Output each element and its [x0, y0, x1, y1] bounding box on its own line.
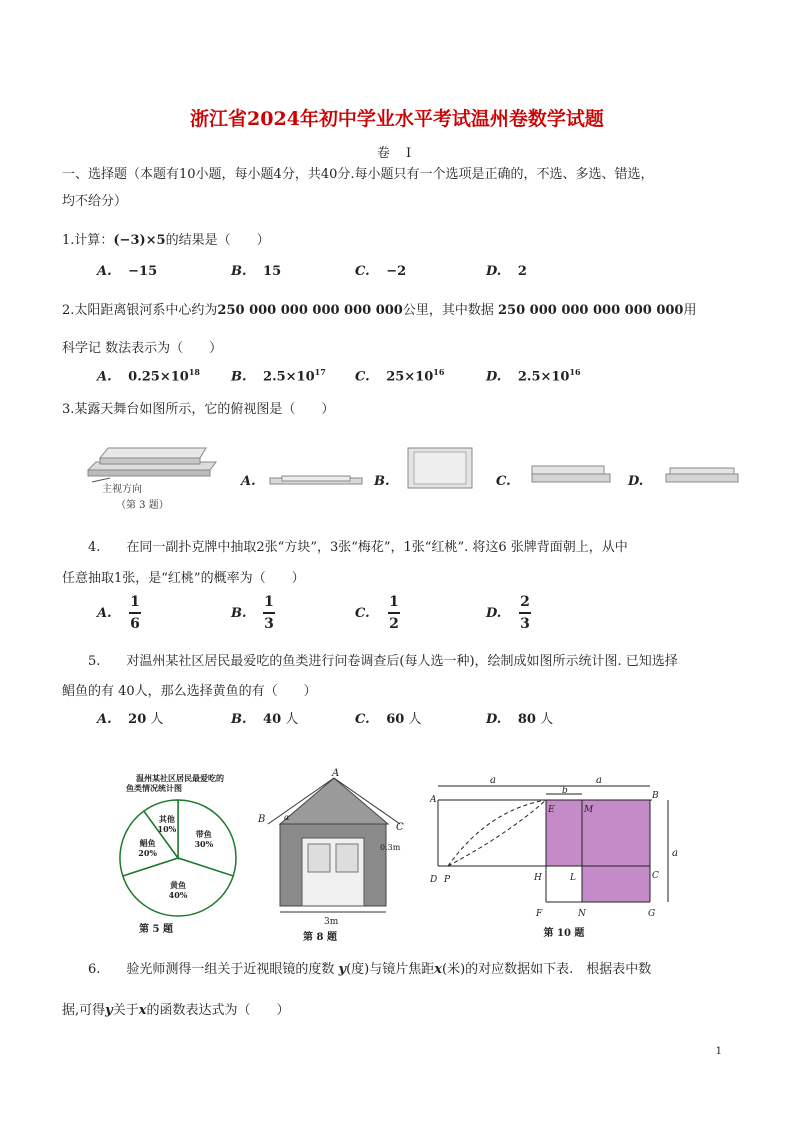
- q3-option-a-figure[interactable]: [268, 474, 368, 490]
- q3-option-b-letter[interactable]: B.: [374, 474, 390, 489]
- section-instruction-line2: 均不给分）: [62, 194, 128, 209]
- q4-option-a-fraction[interactable]: [128, 594, 142, 632]
- label-a: A: [332, 768, 340, 779]
- stage-upper-top: [100, 448, 206, 458]
- pie-slice-name: 黄鱼: [170, 879, 186, 890]
- question-6-line1: [88, 962, 651, 978]
- page-number: 1: [715, 1046, 722, 1057]
- q2-option-d[interactable]: [486, 367, 581, 384]
- option-value: 25×10: [386, 369, 434, 385]
- fig5-caption: 第 5 题: [139, 924, 173, 935]
- option-unit: 人: [150, 712, 164, 727]
- q1-suffix: 的结果是（ ）: [165, 233, 270, 248]
- label-height: 0.3m: [380, 843, 401, 852]
- q3-figure-caption: （第 3 题）: [116, 500, 169, 511]
- label-width: 3m: [324, 917, 339, 927]
- q2-option-c[interactable]: [355, 367, 444, 384]
- q4-option-c-letter[interactable]: C.: [355, 606, 370, 621]
- pie-slice-percent: 30%: [194, 839, 214, 850]
- option-c-rect-top: [532, 466, 604, 474]
- q4-option-d-fraction[interactable]: [518, 594, 532, 632]
- option-value: 15: [263, 264, 282, 279]
- q1-option-b[interactable]: [231, 264, 281, 279]
- fig10-geometry-figure: [428, 770, 686, 942]
- pie-slice-percent: 20%: [138, 848, 158, 859]
- q2-suffix: 用: [683, 303, 697, 318]
- option-value: 40: [263, 712, 282, 727]
- q2-number-2: 250 000 000 000 000 000: [498, 303, 684, 318]
- option-letter: B.: [231, 712, 247, 727]
- q1-option-a[interactable]: [97, 264, 157, 279]
- question-1: [62, 233, 270, 249]
- volume-label: 卷 I: [376, 146, 418, 161]
- q6-line2-var-y: y: [105, 1003, 113, 1018]
- q4-option-b-letter[interactable]: B.: [231, 606, 247, 621]
- fig8-house-figure: [258, 766, 418, 944]
- stage-front: [88, 470, 210, 476]
- option-unit: 人: [285, 712, 299, 727]
- q4-option-b-fraction[interactable]: [262, 594, 276, 632]
- q2-mid: 公里，其中数据: [402, 303, 494, 318]
- shaded-region-right: [582, 866, 650, 902]
- q1-prefix: 1.计算：: [62, 233, 114, 248]
- q2-prefix: 2.太阳距离银河系中心约为: [62, 303, 218, 318]
- label-point-l: L: [570, 873, 576, 883]
- fraction-numerator: 1: [389, 594, 399, 610]
- q3-option-d-figure[interactable]: [664, 464, 740, 486]
- q1-option-c[interactable]: [355, 264, 406, 279]
- option-exponent: 16: [569, 367, 581, 377]
- option-letter: A.: [97, 369, 112, 385]
- q3-option-b-figure[interactable]: [406, 446, 476, 492]
- option-value: 20: [128, 712, 147, 727]
- option-value: 2: [517, 264, 527, 279]
- question-5-line2: 鲳鱼的有 40人，那么选择黄鱼的有（ ）: [62, 684, 317, 699]
- option-letter: C.: [355, 369, 370, 385]
- option-letter: A.: [97, 712, 112, 727]
- pie-slices: [120, 800, 236, 916]
- q6-prefix: 6. 验光师测得一组关于近视眼镜的度数: [88, 962, 339, 977]
- fraction-denominator: 3: [264, 615, 274, 632]
- question-3: 3.某露天舞台如图所示，它的俯视图是（ ）: [62, 402, 335, 417]
- option-b-rect-inner: [414, 452, 466, 484]
- q6-line2-suffix: 的函数表达式为（ ）: [146, 1003, 290, 1018]
- question-2-line1: [62, 303, 696, 319]
- q3-option-c-letter[interactable]: C.: [496, 474, 511, 489]
- option-value: −2: [386, 264, 407, 279]
- q5-option-d[interactable]: [486, 708, 553, 727]
- q4-option-c-fraction[interactable]: [387, 594, 401, 632]
- unshaded-square: [546, 866, 582, 902]
- question-5-line1: 5. 对温州某社区居民最爱吃的鱼类进行问卷调查后(每人选一种)，绘制成如图所示统计图. 已知选择: [88, 654, 678, 669]
- label-a-right: a: [672, 848, 678, 859]
- option-letter: D.: [486, 369, 502, 385]
- fraction-numerator: 1: [130, 594, 140, 610]
- q3-stage-figure: [80, 432, 220, 514]
- fraction-denominator: 3: [520, 615, 530, 632]
- section-instruction-line1: 一、选择题（本题有10小题，每小题4分，共40分.每小题只有一个选项是正确的，不选、多选、错选，: [62, 167, 654, 182]
- pie-slice-percent: 10%: [157, 823, 177, 834]
- label-a-top-right: a: [596, 775, 602, 786]
- q6-line2-mid: 关于: [112, 1003, 139, 1018]
- label-point-f: F: [536, 909, 543, 919]
- option-value: 60: [386, 712, 405, 727]
- label-point-h: H: [534, 873, 542, 883]
- label-point-a: A: [430, 795, 437, 805]
- q4-option-a-letter[interactable]: A.: [97, 606, 112, 621]
- door-panel-left: [308, 844, 330, 872]
- q6-suffix: (米)的对应数据如下表. 根据表中数: [442, 962, 652, 977]
- option-a-rect-inner: [282, 476, 350, 481]
- q6-line2-prefix: 据,可得: [62, 1003, 106, 1018]
- pie-slice-name: 鲳鱼: [139, 838, 156, 849]
- dashed-arc-inner: [448, 800, 546, 866]
- fig5-title-line2: 鱼类情况统计图: [126, 783, 182, 793]
- q5-option-c[interactable]: [355, 708, 421, 727]
- pie-slice-percent: 40%: [168, 889, 188, 900]
- option-letter: C.: [355, 264, 370, 279]
- door-panel-right: [336, 844, 358, 872]
- pie-slice-name: 带鱼: [195, 829, 212, 840]
- option-exponent: 18: [188, 367, 200, 377]
- label-c: C: [396, 822, 404, 833]
- option-unit: 人: [408, 712, 422, 727]
- option-value: −15: [128, 264, 158, 279]
- q3-option-c-figure[interactable]: [530, 464, 612, 486]
- q5-option-a[interactable]: [97, 708, 163, 727]
- q1-expression: (−3)×5: [113, 233, 166, 248]
- view-direction-arrow: [92, 478, 110, 482]
- q6-mid: (度)与镜片焦距: [346, 962, 435, 977]
- question-4-line1: 4. 在同一副扑克牌中抽取2张“方块”，3张“梅花”，1张“红桃”. 将这6 张牌背面朝上，从中: [88, 540, 628, 555]
- option-value: 80: [517, 712, 536, 727]
- label-point-g: G: [648, 909, 656, 919]
- fraction-denominator: 2: [389, 615, 399, 632]
- q6-var-x: x: [434, 962, 443, 977]
- fraction-numerator: 2: [520, 594, 530, 610]
- option-value: 2.5×10: [517, 369, 570, 385]
- option-c-rect-bottom: [532, 474, 610, 482]
- q2-option-b[interactable]: [231, 367, 326, 384]
- option-unit: 人: [540, 712, 554, 727]
- label-point-c: C: [652, 871, 659, 881]
- fraction-denominator: 6: [130, 615, 140, 632]
- q1-option-d[interactable]: [486, 264, 527, 279]
- house-roof: [280, 778, 388, 824]
- label-point-e: E: [548, 805, 555, 815]
- fig5-title-line1: 温州某社区居民最爱吃的: [136, 773, 224, 783]
- q3-option-a-letter[interactable]: A.: [241, 474, 256, 489]
- q6-line2-var-x: x: [138, 1003, 147, 1018]
- label-point-b: B: [652, 791, 659, 801]
- option-d-rect-bottom: [666, 474, 738, 482]
- fig5-pie-chart: [108, 770, 258, 942]
- label-point-m: M: [584, 805, 594, 815]
- question-6-line2: [62, 1003, 290, 1019]
- q4-option-d-letter[interactable]: D.: [486, 606, 502, 621]
- option-letter: A.: [97, 264, 112, 279]
- label-alpha: α: [284, 813, 290, 822]
- label-point-p: P: [444, 875, 451, 885]
- label-point-n: N: [578, 909, 586, 919]
- q2-option-a[interactable]: [97, 367, 200, 384]
- dashed-arc-outer: [448, 800, 546, 866]
- fig8-caption: 第 8 题: [303, 932, 337, 943]
- option-letter: D.: [486, 264, 502, 279]
- option-letter: B.: [231, 369, 247, 385]
- q2-number-1: 250 000 000 000 000 000: [217, 303, 403, 318]
- question-4-line2: 任意抽取1张，是“红桃”的概率为（ ）: [62, 571, 305, 586]
- option-value: 2.5×10: [263, 369, 315, 385]
- pie-slice-name: 其他: [158, 813, 175, 824]
- option-exponent: 16: [433, 367, 445, 377]
- fraction-numerator: 1: [264, 594, 274, 610]
- q5-option-b[interactable]: [231, 708, 298, 727]
- view-direction-label: 主视方向: [102, 484, 142, 495]
- fig10-caption: 第 10 题: [543, 928, 585, 939]
- option-value: 0.25×10: [128, 369, 189, 385]
- option-d-rect-top: [670, 468, 734, 474]
- option-letter: C.: [355, 712, 370, 727]
- option-exponent: 17: [314, 367, 326, 377]
- label-b: b: [562, 786, 568, 796]
- question-2-line2: 科学记 数法表示为（ ）: [62, 341, 223, 356]
- q6-var-y: y: [338, 962, 347, 977]
- label-point-d: D: [430, 875, 438, 885]
- option-letter: D.: [486, 712, 502, 727]
- label-a-top-left: a: [490, 775, 496, 786]
- stage-upper-front: [100, 458, 200, 464]
- page-title: 浙江省2024年初中学业水平考试温州卷数学试题: [190, 108, 604, 130]
- option-letter: B.: [231, 264, 247, 279]
- label-b: B: [258, 814, 266, 825]
- q3-option-d-letter[interactable]: D.: [628, 474, 644, 489]
